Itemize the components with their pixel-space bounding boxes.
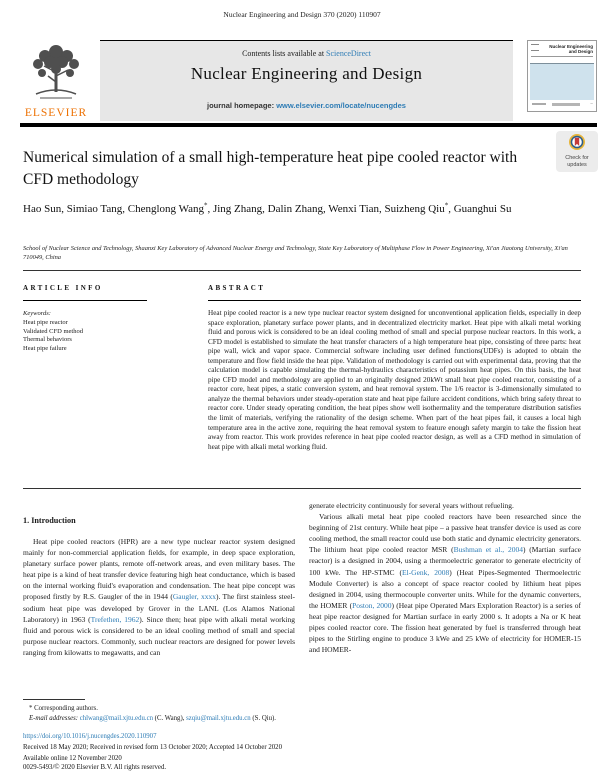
text-segment: ) (Heat pipe Operated Mars Exploration Reactor) is a series of heat pipe reactor designed for Martian surface in early 2000 s. It adopts a Na or K heat pipes cooled reactor core. The fission heat generated by fuel is transferred through heat pipes to the Stirling engine to produce 3 kWe and 25 kWe of electricity for HOMER-15 and HOMER- (309, 600, 581, 655)
keyword-item: Thermal behaviors (23, 336, 72, 344)
article-info-heading: ARTICLE INFO (23, 284, 103, 292)
cover-journal-title: Nuclear Engineering and Design (549, 44, 593, 54)
journal-cover-thumbnail (527, 40, 597, 112)
introduction-heading: 1. Introduction (23, 516, 76, 525)
text-segment: ). Since then; heat pipe with alkali metal working fluid and porous wick is considered to be an ideal cooling method of small and special purpose nuclear reactors. Commonly, such nuclear reactors are designed for power levels ranging from kilowatts to megawatts, and can (23, 614, 295, 657)
affiliation: School of Nuclear Science and Technology, Shaanxi Key Laboratory of Advanced Nuclear Energy and Technology, State Key Laboratory of Multiphase Flow in Power Engineering, Xi'an Jiaotong University, Xi'an 710049, China (23, 245, 568, 261)
available-online: Available online 12 November 2020 (23, 755, 122, 762)
keywords-label: Keywords: (23, 310, 51, 317)
masthead-divider (20, 123, 597, 127)
abstract-rule (208, 300, 581, 301)
article-info-rule (23, 300, 147, 301)
inline-link[interactable]: chlwang@mail.xjtu.edu.cn (79, 714, 153, 722)
journal-homepage-line (100, 101, 513, 110)
text-segment: , Jing Zhang, Dalin Zhang, Wenxi Tian, Suizheng Qiu (207, 203, 445, 215)
author-line (23, 202, 571, 218)
body-left-column (23, 500, 295, 658)
text-segment: journal homepage: (207, 101, 277, 110)
email-addresses-line (29, 714, 323, 724)
inline-link[interactable]: Bushman et al., 2004 (453, 545, 523, 555)
introduction-paragraph (23, 536, 295, 658)
copyright-line: 0029-5493/© 2020 Elsevier B.V. All rights reserved. (23, 763, 167, 771)
text-segment: Heat pipe cooled reactors (HPR) are a new type nuclear reactor system designed mainly for non-commercial application fields, for example, in deep space exploration, planetary surface power plants, remote off-network areas, and even military bases. The heat pipe is a kind of heat transfer device featuring high heat conductance, which is based on the internal working fluid's evaporation and condensation. The heat pipe concept was proposed firstly by R.S. Gaugler of the in 1944 ( (23, 537, 295, 602)
received-dates: Received 18 May 2020; Received in revised form 13 October 2020; Accepted 14 October 2020 (23, 744, 282, 751)
text-segment: , Guanghui Su (448, 203, 512, 215)
elsevier-tree-icon (28, 43, 84, 101)
footnote-rule (23, 699, 85, 700)
text-segment: * (444, 201, 449, 210)
keywords-list (23, 319, 183, 353)
text-segment: Various alkali metal heat pipe cooled reactors have been researched since the beginning of 21st century. While heat pipe – a passive heat transfer device is used as core cooling method, the small reactor could use both static and dynamic electricity generators. The lithium heat pipe cooled reactor MSR ( (309, 512, 581, 555)
text-segment: Hao Sun, Simiao Tang, Chenglong Wang (23, 203, 204, 215)
cover-blue-panel (530, 63, 594, 100)
crossmark-icon (569, 134, 585, 150)
article-info-column (23, 284, 183, 353)
inline-link[interactable]: szqiu@mail.xjtu.edu.cn (186, 714, 251, 722)
body-paragraph-2 (309, 511, 581, 655)
elsevier-logo (16, 43, 96, 119)
cover-corner-mark (531, 44, 539, 51)
inline-link[interactable]: Poston, 2000 (352, 600, 392, 610)
text-segment: Contents lists available at (242, 49, 327, 58)
text-segment: (S. Qiu). (250, 714, 277, 722)
corresponding-authors-note: * Corresponding authors. (29, 705, 98, 712)
article-title: Numerical simulation of a small high-temperature heat pipe cooled reactor with CFD methodology (23, 149, 518, 188)
abstract-heading: ABSTRACT (208, 284, 266, 292)
body-right-column (309, 500, 581, 655)
abstract-text: Heat pipe cooled reactor is a new type nuclear reactor system designed for unconventional application fields, especially in deep space exploration, planetary surface power plants, and in decentralized electricity market. Heat pipe with alkali metal working fluid and porous wick is considered to be an ideal cooling method of small and special purpose nuclear reactors. In this work, a CFD model is established to simulate the heat transfer characters of a high temperature heat pipe, consisting of three parts: heat pipe wall, wick and vapor space. Commercial software including user defined functions(UDFs) is adopted to obtain the temperature and flow field inside the heat pipe. Validation of methodology is carried out with experimental data, proving that the calculation model is capable simulating the thermal-hydraulics characteristics of potassium heat pipes. On this basis, the heat pipe CFD model and methodology are applied to an originally designed 20kWt small heat pipe cooled reactor, consisting of a reactor core, heat pipes, a static conversion system, and heat removal system. The 1/6 reactor is 3-dimensionally simulated to analyze the thermal behaviors under steady-operation state and heat pipe failure accident conditions, which bring safety threat to reactor core. Under steady operating condition, the heat pipes show well isothermality and the temperature distribution satisfies the limit of materials, verifying the rationality of the design scheme. When part of the heat pipes fail, it causes a local high temperature area in the active zone, requiring the heat removal system to feature enough safety margin to take the fission heat away from reactor. This work provides reference in heat pipe cooled reactor design, as well as a CFD method in simulation of heat pipe with alkali metal working fluid. (208, 309, 581, 451)
inline-link[interactable]: Trefethen, 1962 (90, 614, 140, 624)
text-segment: (C. Wang), (152, 714, 187, 722)
doi-link[interactable]: https://doi.org/10.1016/j.nucengdes.2020.110907 (23, 733, 157, 740)
keyword-item: Validated CFD method (23, 327, 83, 335)
inline-link[interactable]: ScienceDirect (326, 49, 371, 58)
inline-link[interactable]: Gaugler, xxxx (172, 592, 216, 602)
section-divider-top (23, 270, 581, 271)
cover-footer-line2 (552, 103, 580, 106)
footnote-block (23, 699, 323, 723)
text-segment: ). The first stainless steel-sodium heat pipe was developed by Grover in the LANL (Los Alamos National Laboratory) in 1963 ( (23, 592, 296, 624)
section-divider-bottom (23, 488, 581, 489)
text-segment: ) (Martian surface reactor) is a designed in 2004, using a thermoelectric generator to generate electricity of 100 kWe. The HP-STMC ( (309, 545, 581, 577)
keyword-item: Heat pipe reactor (23, 319, 68, 326)
footer-block (23, 733, 581, 772)
check-for-updates-badge[interactable] (556, 131, 598, 172)
journal-title: Nuclear Engineering and Design (190, 64, 423, 83)
cover-signature-mark: ~ (590, 102, 593, 107)
text-segment: * (203, 201, 208, 210)
body-paragraph-continuation: generate electricity continuously for several years without refueling. (309, 501, 514, 510)
text-segment: E-mail addresses: (29, 714, 80, 722)
abstract-column (208, 284, 581, 452)
keyword-item: Heat pipe failure (23, 344, 67, 352)
inline-link[interactable]: El-Genk, 2008 (402, 567, 450, 577)
check-badge-label: Check for updates (565, 155, 589, 168)
elsevier-wordmark: ELSEVIER (24, 107, 88, 119)
text-segment: ) (Heat Pipes-Segmented Thermoelectric Module Converter) is also a concept of space reactor cooled by lithium heat pipes designed in 2004, using thermocouple converter units. While for the dynamic converters, the HOMER ( (309, 567, 581, 610)
cover-footer-line (532, 103, 546, 105)
running-head-citation: Nuclear Engineering and Design 370 (2020) 110907 (223, 10, 381, 19)
cover-subtitle-line (531, 56, 593, 57)
contents-lists-line (100, 49, 513, 58)
inline-link[interactable]: www.elsevier.com/locate/nucengdes (276, 101, 406, 110)
